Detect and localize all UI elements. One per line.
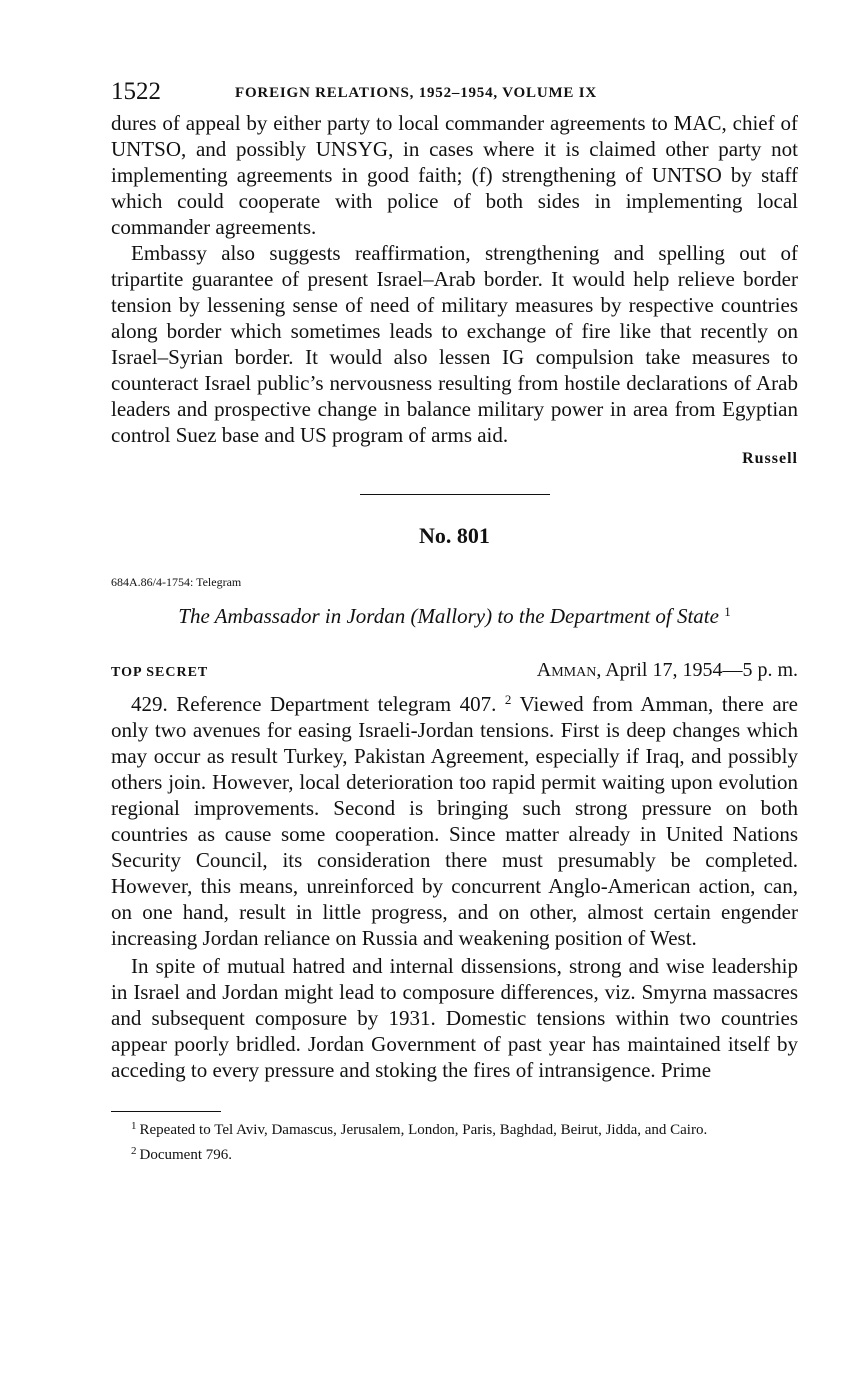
document-number: No. 801 — [419, 523, 490, 548]
telegram-body — [111, 687, 798, 1083]
footnote — [111, 1141, 798, 1166]
page-header — [111, 78, 798, 110]
document-title-text: The Ambassador in Jordan (Mallory) to the Department of State — [178, 604, 719, 628]
running-head: FOREIGN RELATIONS, 1952–1954, VOLUME IX — [235, 85, 598, 101]
file-reference: 684A.86/4-1754: Telegram — [111, 575, 242, 589]
continued-paragraph: dures of appeal by either party to local commander agreements to MAC, chief of UNTSO, and possibly UNSYG, in cases where it is claimed other party not implementing agreements in good faith; (f) strengthening of UNTSO by staff which could cooperate with police of both sides in implementing local commander agreements. — [111, 111, 798, 239]
dateline — [111, 659, 798, 685]
body-paragraph: Embassy also suggests reaffirmation, strengthening and spelling out of tripartite guarantee of present Israel–Arab border. It would help relieve border tension by lessening sense of need of military measures by respective countries along border which sometimes leads to exchange of fire like that recently on Israel–Syrian border. It would also lessen IG compulsion take measures to counteract Israel public’s nervousness resulting from hostile declarations of Arab leaders and prospective change in balance military power in area from Egyptian control Suez base and US program of arms aid. — [111, 241, 798, 447]
paragraph-start: 429. Reference Department telegram 407. — [131, 692, 497, 716]
page-number: 1522 — [111, 78, 161, 105]
section-divider — [360, 494, 550, 495]
footnote-text: Document 796. — [139, 1147, 232, 1163]
footnote-ref-1: 1 — [724, 604, 731, 619]
continued-text — [111, 110, 798, 448]
date: , April 17, 1954—5 p. m. — [596, 659, 798, 681]
footnote-ref-2: 2 — [504, 692, 512, 707]
body-paragraph — [111, 687, 798, 951]
place: Amman — [536, 659, 597, 681]
footnote — [111, 1116, 798, 1141]
page — [111, 78, 798, 1166]
signature: Russell — [742, 450, 798, 467]
footnote-divider — [111, 1111, 221, 1112]
footnote-number: 2 — [131, 1145, 137, 1157]
body-paragraph: In spite of mutual hatred and internal dissensions, strong and wise leadership in Israel and Jordan might lead to composure differences, viz. Smyrna massacres and subsequent composure by 1931. Domestic tensions within two countries appear poorly bridled. Jordan Government of past year has maintained itself by acceding to every pressure and stoking the fires of intransigence. Prime — [111, 954, 798, 1082]
footnote-number: 1 — [131, 1120, 137, 1132]
classification-label: TOP SECRET — [111, 665, 209, 680]
footnote-text: Repeated to Tel Aviv, Damascus, Jerusalem, London, Paris, Baghdad, Beirut, Jidda, and Cairo. — [139, 1122, 708, 1138]
place-date — [537, 659, 798, 682]
footnotes — [111, 1116, 798, 1166]
document-title — [111, 604, 798, 629]
paragraph-rest: Viewed from Amman, there are only two avenues for easing Israeli-Jordan tensions. First is deep changes which may occur as result Turkey, Pakistan Agreement, especially if Iraq, and possibly others join. However, local deterioration too rapid permit waiting upon evolution regional improvements. Second is bringing such strong pressure on both countries as cause some cooperation. Since matter already in United Nations Security Council, its consideration there must presumably be completed. However, this means, unreinforced by concurrent Anglo-American action, can, on one hand, result in little progress, and on other, almost certain engender increasing Jordan reliance on Russia and weakening position of West. — [111, 692, 798, 950]
